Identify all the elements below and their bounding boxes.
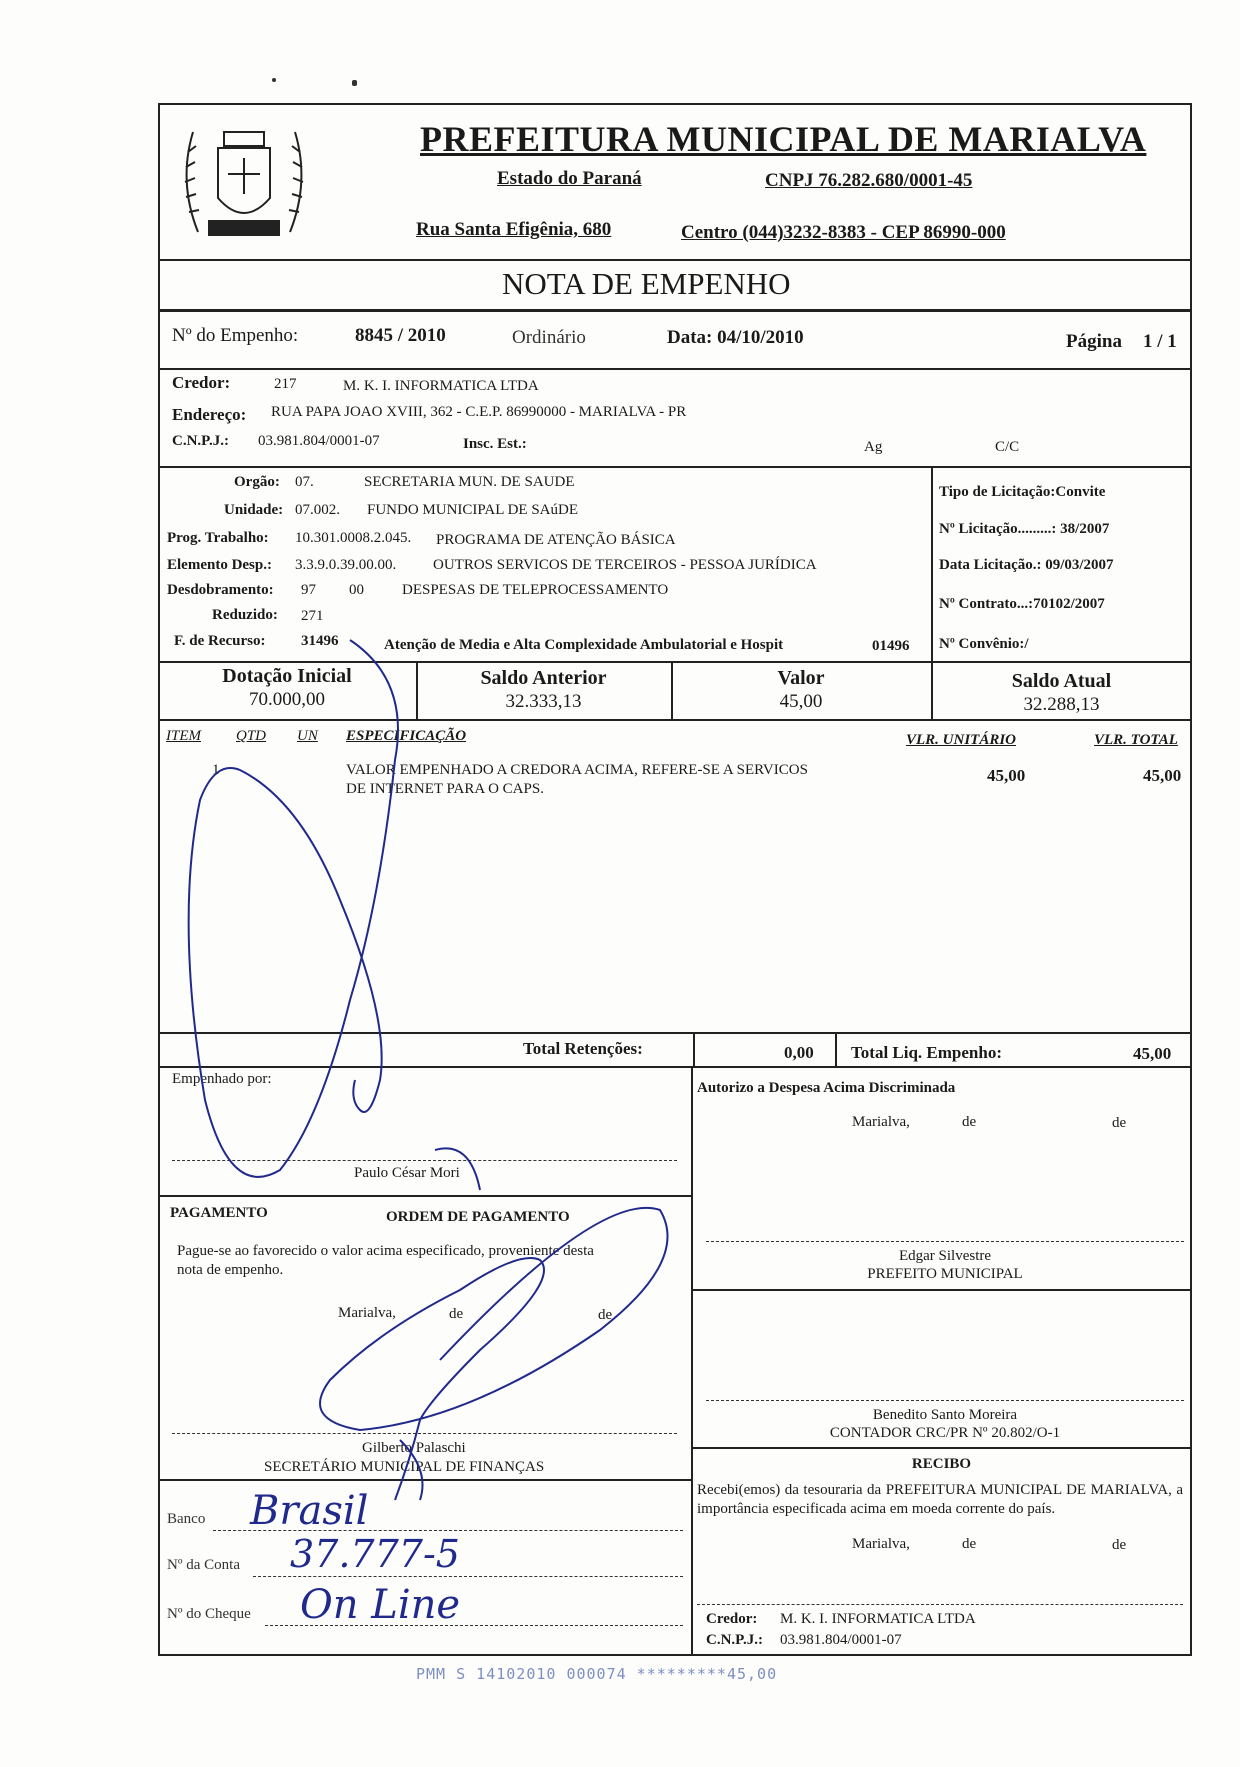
header-title: PREFEITURA MUNICIPAL DE MARIALVA: [420, 119, 1147, 159]
unidade-code: 07.002.: [295, 502, 340, 518]
contrato-numero: Nº Contrato...:70102/2007: [939, 596, 1105, 612]
convenio-numero: Nº Convênio:/: [939, 636, 1029, 652]
page-label: Página: [1066, 331, 1122, 352]
row-total-value: 45,00: [1143, 766, 1182, 785]
signature-mori: [435, 1148, 480, 1190]
contador-name: Benedito Santo Moreira: [872, 1407, 1018, 1423]
prog-label: Prog. Trabalho:: [167, 530, 269, 546]
recibo-city: Marialva,: [852, 1536, 910, 1552]
recibo-credor-name: M. K. I. INFORMATICA LTDA: [780, 1611, 976, 1627]
ordem-pagamento-label: ORDEM DE PAGAMENTO: [386, 1209, 570, 1225]
pagamento-label: PAGAMENTO: [170, 1205, 268, 1221]
saldo-anterior-value: 32.333,13: [505, 691, 582, 712]
conta-value: 37.777-5: [290, 1532, 460, 1576]
recibo-de-2: de: [1112, 1537, 1127, 1553]
credor-cnpj: 03.981.804/0001-07: [258, 433, 380, 449]
recibo-text: Recebi(emos) da tesouraria da PREFEITURA MUNICIPAL DE MARIALVA, a importância especificada acima em moeda corrente do país.: [697, 1482, 1183, 1517]
unidade-desc: FUNDO MUNICIPAL DE SAúDE: [367, 502, 578, 518]
pagamento-city: Marialva,: [338, 1305, 396, 1321]
pagamento-text-2: nota de empenho.: [177, 1262, 284, 1278]
contador-title: CONTADOR CRC/PR Nº 20.802/O-1: [829, 1425, 1061, 1441]
autorizo-city: Marialva,: [852, 1114, 910, 1130]
row-item: 1: [212, 762, 220, 778]
scan-mark: [272, 78, 276, 82]
saldo-atual-value: 32.288,13: [1023, 694, 1100, 715]
banco-value: Brasil: [250, 1488, 369, 1534]
prefeito-title: PREFEITO MUNICIPAL: [867, 1266, 1023, 1282]
unidade-label: Unidade:: [224, 502, 284, 518]
recibo-de-1: de: [962, 1536, 977, 1552]
credor-address: RUA PAPA JOAO XVIII, 362 - C.E.P. 86990000 - MARIALVA - PR: [271, 404, 687, 420]
autorizo-de-2: de: [1112, 1115, 1127, 1131]
secretario-name: Gilberto Palaschi: [362, 1440, 466, 1456]
dotacao-value: 70.000,00: [249, 689, 325, 710]
agency-label: Ag: [864, 439, 883, 455]
prog-desc: PROGRAMA DE ATENÇÃO BÁSICA: [436, 532, 676, 548]
col-especificacao: ESPECIFICAÇÃO: [346, 728, 467, 744]
desdobramento-label: Desdobramento:: [167, 582, 274, 598]
elemento-desc: OUTROS SERVICOS DE TERCEIROS - PESSOA JURÍDICA: [433, 557, 817, 573]
recibo-credor-label: Credor:: [706, 1611, 758, 1627]
elemento-label: Elemento Desp.:: [167, 557, 272, 573]
cheque-value: On Line: [300, 1582, 461, 1628]
row-desc-1: VALOR EMPENHADO A CREDORA ACIMA, REFERE-SE A SERVICOS: [346, 762, 808, 778]
recibo-cnpj: 03.981.804/0001-07: [780, 1632, 902, 1648]
col-item: ITEM: [166, 728, 201, 744]
credor-label: Credor:: [172, 373, 231, 392]
empenho-type: Ordinário: [512, 327, 586, 348]
pagamento-text-1: Pague-se ao favorecido o valor acima especificado, proveniente desta: [177, 1243, 594, 1259]
pagamento-de-1: de: [449, 1306, 464, 1322]
col-un: UN: [297, 728, 318, 744]
cnpj-label: C.N.P.J.:: [172, 433, 229, 449]
dotacao-label: Dotação Inicial: [222, 665, 352, 687]
retencoes-value: 0,00: [784, 1043, 814, 1062]
page-number: 1 / 1: [1143, 331, 1177, 352]
col-vlr-unitario: VLR. UNITÁRIO: [906, 732, 1017, 748]
prefeito-name: Edgar Silvestre: [898, 1248, 992, 1264]
bank-stamp: PMM S 14102010 000074 *********45,00: [416, 1665, 778, 1683]
recibo-cnpj-label: C.N.P.J.:: [706, 1632, 763, 1648]
licitacao-data: Data Licitação.: 09/03/2007: [939, 557, 1114, 573]
pagamento-de-2: de: [598, 1307, 613, 1323]
conta-label: Nº da Conta: [167, 1557, 240, 1573]
saldo-anterior-label: Saldo Anterior: [480, 667, 607, 689]
liquido-value: 45,00: [1133, 1044, 1172, 1063]
empenhado-name: Paulo César Mori: [354, 1165, 460, 1181]
valor-label: Valor: [777, 667, 825, 689]
recurso-code-2: 01496: [872, 638, 910, 654]
orgao-code: 07.: [295, 474, 314, 490]
insc-est-label: Insc. Est.:: [463, 436, 527, 452]
account-label: C/C: [995, 439, 1020, 455]
signature-secretario: [320, 1208, 668, 1500]
credor-code: 217: [274, 376, 297, 392]
address-label: Endereço:: [172, 405, 247, 424]
empenho-number-label: Nº do Empenho:: [172, 325, 299, 346]
orgao-label: Orgão:: [234, 474, 280, 490]
cheque-label: Nº do Cheque: [167, 1606, 251, 1622]
reduzido-code: 271: [301, 608, 324, 624]
recurso-code: 31496: [301, 633, 339, 649]
desdobramento-subcode: 00: [349, 582, 364, 598]
scan-mark: [352, 80, 357, 86]
col-qtd: QTD: [236, 728, 267, 744]
row-unit-value: 45,00: [987, 766, 1026, 785]
header-state: Estado do Paraná: [497, 168, 642, 189]
saldo-atual-label: Saldo Atual: [1011, 670, 1112, 692]
licitacao-tipo: Tipo de Licitação:Convite: [939, 484, 1106, 500]
autorizo-label: Autorizo a Despesa Acima Discriminada: [697, 1080, 956, 1096]
empenho-number: 8845 / 2010: [355, 325, 446, 346]
prog-code: 10.301.0008.2.045.: [295, 530, 412, 546]
row-desc-2: DE INTERNET PARA O CAPS.: [346, 781, 544, 797]
valor-value: 45,00: [779, 691, 823, 712]
header-cnpj: CNPJ 76.282.680/0001-45: [765, 170, 973, 191]
recurso-label: F. de Recurso:: [174, 633, 266, 649]
liquido-label: Total Liq. Empenho:: [851, 1043, 1002, 1062]
signature-empenhado: [189, 640, 398, 1177]
licitacao-numero: Nº Licitação.........: 38/2007: [939, 521, 1110, 537]
empenhado-label: Empenhado por:: [172, 1071, 272, 1087]
elemento-code: 3.3.9.0.39.00.00.: [295, 557, 397, 573]
orgao-desc: SECRETARIA MUN. DE SAUDE: [364, 474, 575, 490]
desdobramento-code: 97: [301, 582, 316, 598]
reduzido-label: Reduzido:: [212, 607, 278, 623]
header-street: Rua Santa Efigênia, 680: [416, 219, 612, 240]
header-contact: Centro (044)3232-8383 - CEP 86990-000: [681, 222, 1006, 243]
credor-name: M. K. I. INFORMATICA LTDA: [343, 378, 539, 394]
recibo-title: RECIBO: [911, 1456, 972, 1472]
document-title: NOTA DE EMPENHO: [502, 266, 791, 301]
retencoes-label: Total Retenções:: [523, 1039, 643, 1058]
recurso-desc: Atenção de Media e Alta Complexidade Ambulatorial e Hospit: [384, 637, 784, 653]
col-vlr-total: VLR. TOTAL: [1094, 732, 1178, 748]
desdobramento-desc: DESPESAS DE TELEPROCESSAMENTO: [402, 582, 669, 598]
empenho-date: Data: 04/10/2010: [667, 327, 804, 348]
autorizo-de-1: de: [962, 1114, 977, 1130]
banco-label: Banco: [167, 1511, 206, 1527]
secretario-title: SECRETÁRIO MUNICIPAL DE FINANÇAS: [264, 1459, 545, 1475]
